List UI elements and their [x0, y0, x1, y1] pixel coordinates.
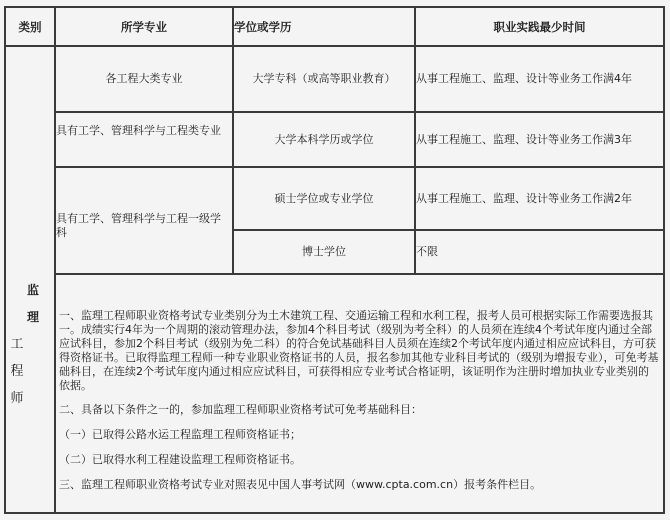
category-label: [6, 47, 54, 512]
category-char-4: 程: [10, 364, 24, 379]
note-4: （二）已取得水利工程建设监理工程师资格证书。: [59, 453, 301, 466]
row2-experience: 从事工程施工、监理、设计等业务工作满3年: [416, 132, 632, 146]
qualification-table: [4, 6, 665, 514]
category-char-1: 监: [26, 283, 39, 297]
row2-degree: 大学本科学历或学位: [274, 132, 374, 146]
notes-cell: [57, 275, 663, 512]
note-5: 三、监理工程师职业资格考试专业对照表见中国人事考试网（www.cpta.com.cn）报考条件栏目。: [59, 478, 542, 491]
row3-major: 具有工学、管理科学与工程一级学科: [56, 211, 221, 239]
row4-experience: 不限: [416, 245, 438, 258]
row1-major: 各工程大类专业: [105, 72, 183, 85]
category-char-2: 理: [26, 310, 39, 324]
header-category: 类别: [18, 19, 42, 34]
category-char-5: 师: [10, 391, 24, 406]
header-major: 所学专业: [121, 19, 167, 34]
header-experience: 职业实践最少时间: [493, 19, 586, 34]
note-3: （一）已取得公路水运工程监理工程师资格证书；: [59, 428, 301, 441]
row3-degree: 硕士学位或专业学位: [274, 191, 374, 205]
category-char-3: 工: [10, 337, 24, 352]
row4-degree: 博士学位: [302, 245, 346, 258]
note-2: 二、具备以下条件之一的，参加监理工程师职业资格考试可免考基础科目：: [59, 403, 422, 416]
row1-experience: 从事工程施工、监理、设计等业务工作满4年: [416, 72, 632, 85]
note-1: 一、监理工程师职业资格考试专业类别分为土木建筑工程、交通运输工程和水利工程，报考人员可根据实际工作需要选报其一。成绩实行4年为一个周期的滚动管理办法，参加4个科目考试（级别为考全科）的人员须在连续4个考试年度内通过全部应试科目，参加2个科目考试（级别为免二科）的符合免试基础科目人员须在连续2个考试年度内通过相应应试科目，方可获得资格证书。已取得监理工程师一种专业职业资格证书的人员，报名参加其他专业科目考试的（级别为增报专业），可免考基础科目，在连续2个考试年度内通过相应应试科目，可获得相应专业考试合格证明，该证明作为注册时增加执业专业类别的依据。: [59, 309, 659, 392]
row3-experience: 从事工程施工、监理、设计等业务工作满2年: [416, 191, 632, 205]
row1-degree: 大学专科（或高等职业教育）: [252, 72, 396, 85]
row2-major: 具有工学、管理科学与工程类专业: [56, 124, 221, 137]
header-degree: 学位或学历: [234, 19, 292, 34]
